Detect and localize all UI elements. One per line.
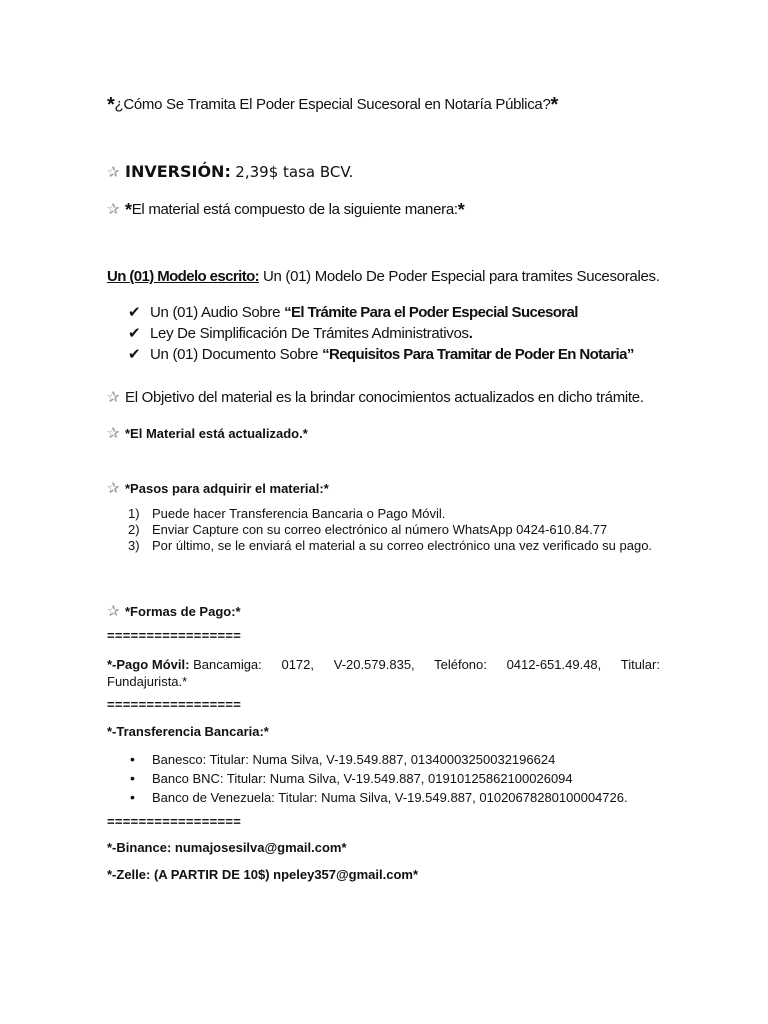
actualizado-line [107,424,308,442]
pago-movil-paragraph [107,656,660,690]
pushpin-icon: ✰ [107,164,120,181]
inversion-value: 2,39$ tasa BCV. [235,163,354,181]
binance-line: *-Binance: numajosesilva@gmail.com* [107,840,347,855]
modelo-text: Un (01) Modelo De Poder Especial para tramites Sucesorales. [262,268,660,285]
checklist-item [128,344,634,365]
pasos-item-text: Enviar Capture con su correo electrónico al número WhatsApp 0424-610.84.77 [152,522,608,537]
separator: ================= [107,628,242,643]
checklist-item-bold: “Requisitos Para Tramitar de Poder En Notaria” [322,346,634,363]
checklist-item [128,323,634,344]
pasos-item [128,522,668,538]
pasos-item [128,538,668,554]
title-star-left: * [107,94,115,116]
bank-item: • Banesco: Titular: Numa Silva, V-19.549.887, 01340003250032196624 [128,750,628,769]
pago-movil-text: Bancamiga: 0172, V-20.579.835, Teléfono: 0412-651.49.48, Titular: Fundajurista.* [107,657,660,689]
checklist [128,302,634,365]
checklist-item [128,302,634,323]
pasos-item-number: 1) [128,506,140,521]
title-star-right: * [550,94,558,116]
checklist-item-bold: . [468,325,473,342]
checklist-item-text: Un (01) Documento Sobre [150,346,323,363]
pasos-item-number: 3) [128,538,140,553]
composicion-line [107,200,464,221]
pushpin-icon: ✰ [107,201,120,218]
composicion-star-right: * [457,200,465,220]
formas-title: *Formas de Pago:* [125,604,241,619]
pasos-item-text: Por último, se le enviará el material a su correo electrónico una vez verificado su pago. [152,538,653,553]
checkmark-icon: ✔ [128,324,141,342]
pasos-item-number: 2) [128,522,140,537]
inversion-line [107,162,353,182]
bank-list [128,750,628,807]
checkmark-icon: ✔ [128,303,141,321]
pasos-heading [107,479,329,497]
composicion-star-left: * [125,200,132,220]
objetivo-line [107,388,644,406]
document-title [107,94,558,117]
composicion-text: El material está compuesto de la siguiente manera: [131,201,458,218]
pushpin-icon: ✰ [107,425,120,442]
checklist-item-text: Un (01) Audio Sobre [150,304,285,321]
pasos-list [128,506,668,554]
checklist-item-bold: “El Trámite Para el Poder Especial Sucesoral [284,304,578,321]
pushpin-icon: ✰ [107,480,120,497]
bank-item: • Banco BNC: Titular: Numa Silva, V-19.549.887, 01910125862100026094 [128,769,628,788]
title-text: ¿Cómo Se Tramita El Poder Especial Sucesoral en Notaría Pública? [114,96,551,113]
separator: ================= [107,697,242,712]
inversion-label: INVERSIÓN: [125,162,231,181]
modelo-label: Un (01) Modelo escrito: [107,268,260,285]
separator: ================= [107,814,242,829]
modelo-line [107,268,660,285]
bank-item: • Banco de Venezuela: Titular: Numa Silva, V-19.549.887, 01020678280100004726. [128,788,628,807]
objetivo-text: El Objetivo del material es la brindar conocimientos actualizados en dicho trámite. [125,389,644,406]
pasos-item [128,506,668,522]
pasos-title: *Pasos para adquirir el material:* [125,481,329,496]
formas-heading [107,602,241,620]
zelle-line: *-Zelle: (A PARTIR DE 10$) npeley357@gmail.com* [107,867,419,882]
checkmark-icon: ✔ [128,345,141,363]
actualizado-text: *El Material está actualizado.* [125,426,308,441]
pago-movil-label: *-Pago Móvil: [107,657,190,672]
transferencia-title: *-Transferencia Bancaria:* [107,724,269,739]
checklist-item-text: Ley De Simplificación De Trámites Administrativos [150,325,469,342]
pasos-item-text: Puede hacer Transferencia Bancaria o Pago Móvil. [152,506,446,521]
pushpin-icon: ✰ [107,389,120,406]
pushpin-icon: ✰ [107,603,120,620]
